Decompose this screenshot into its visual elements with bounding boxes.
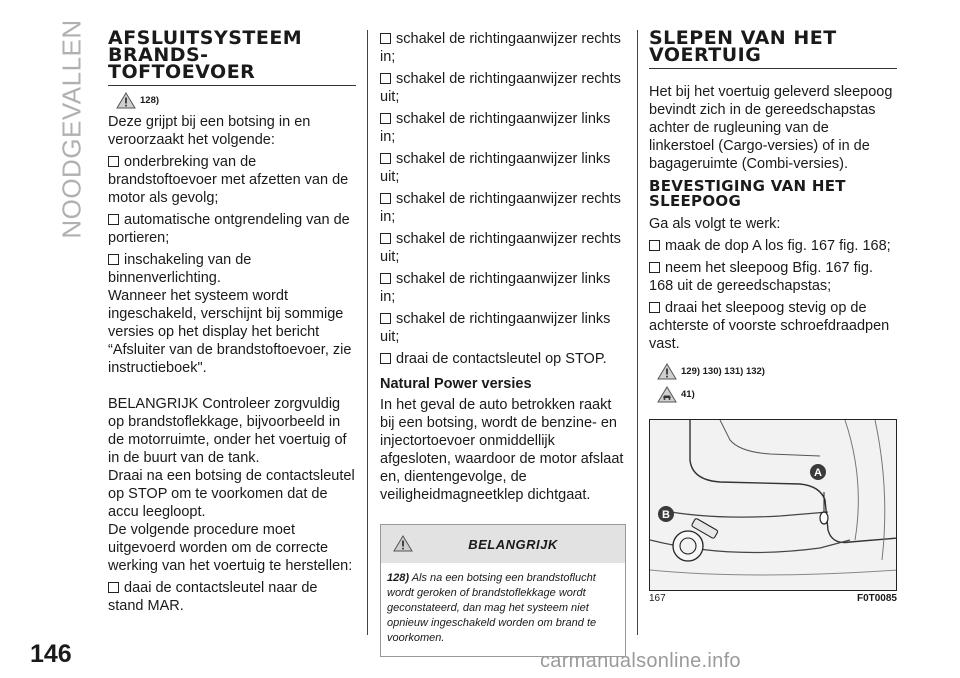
body-paragraph: Het bij het voertuig geleverd sleepoog bevindt zich in de gereedschapstas achter de rugleuning van de linkerstoel (Cargo-versies) of in de bagageruimte (Combi-versies). <box>649 84 893 172</box>
figure-caption <box>649 593 897 604</box>
checkbox-bullet-icon <box>380 233 391 244</box>
warning-note-title: BELANGRIJK <box>468 536 558 552</box>
body-paragraph: In het geval de auto betrokken raakt bij een botsing, wordt de benzine- en injectortoevoer onmiddellijk afgesloten, waardoor de motor afslaat en, dientengevolge, de veiligheidmagneetklep dichtgaat. <box>380 397 624 503</box>
warning-note-box <box>380 524 626 657</box>
figure-tow-hook <box>649 419 897 591</box>
checkbox-bullet-icon <box>108 582 119 593</box>
section-side-tab: NOODGEVALLEN <box>56 19 87 239</box>
figure-number: 167 <box>649 593 666 604</box>
checkbox-bullet-icon <box>649 240 660 251</box>
subsection-title: Natural Power versies <box>380 376 532 392</box>
intro-text: Ga als volgt te werk: <box>649 216 781 232</box>
list-item: onderbreking van de brandstoftoevoer met afzetten van de motor als gevolg; <box>108 154 349 206</box>
warning-note-text: 128) Als na een botsing een brandstoflucht wordt geroken of brandstoflekkage wordt geconstateerd, dan mag het systeem niet opnieuw ingeschakeld worden om brand te voorkomen. <box>387 572 597 644</box>
list-item: automatische ontgrendeling van de portieren; <box>108 212 350 246</box>
warning-triangle-icon <box>393 535 413 552</box>
important-paragraph: BELANGRIJK Controleer zorgvuldig op brandstoflekkage, bijvoorbeeld in de motorruimte, onder het voertuig of in de buurt van de tank. <box>108 396 347 466</box>
list-item: schakel de richtingaanwijzer links in; <box>380 111 611 145</box>
warning-reference: 129) 130) 131) 132) <box>657 363 897 380</box>
checkbox-bullet-icon <box>380 113 391 124</box>
section-title-fuel-cutoff: AFSLUITSYSTEEM BRANDS- TOFTOEVOER <box>108 30 356 86</box>
watermark: carmanualsonline.info <box>540 650 741 672</box>
caution-car-icon <box>657 386 677 403</box>
intro-text: Deze grijpt bij een botsing in en veroorzaakt het volgende: <box>108 114 311 148</box>
checkbox-bullet-icon <box>380 153 391 164</box>
page-number: 146 <box>30 640 72 668</box>
list-item: inschakeling van de binnenverlichting. <box>108 252 252 286</box>
column-divider <box>367 30 368 635</box>
checkbox-bullet-icon <box>380 313 391 324</box>
checkbox-bullet-icon <box>380 273 391 284</box>
tow-hook-illustration <box>650 420 897 591</box>
list-item: schakel de richtingaanwijzer rechts in; <box>380 31 621 65</box>
column-reset-procedure <box>380 30 626 657</box>
checkbox-bullet-icon <box>380 73 391 84</box>
checkbox-bullet-icon <box>649 262 660 273</box>
label-b: B <box>662 509 670 521</box>
warning-reference: 128) <box>116 92 356 109</box>
checkbox-bullet-icon <box>380 353 391 364</box>
warning-note-header <box>381 525 625 563</box>
checkbox-bullet-icon <box>108 254 119 265</box>
list-item: schakel de richtingaanwijzer rechts in; <box>380 191 621 225</box>
checkbox-bullet-icon <box>380 33 391 44</box>
checkbox-bullet-icon <box>380 193 391 204</box>
list-item: schakel de richtingaanwijzer rechts uit; <box>380 231 621 265</box>
checkbox-bullet-icon <box>108 214 119 225</box>
body-paragraph: De volgende procedure moet uitgevoerd worden om de correcte werking van het voertuig te herstellen: <box>108 522 353 574</box>
list-item: draai de contactsleutel op STOP. <box>380 350 626 368</box>
body-paragraph: Draai na een botsing de contactsleutel op STOP om te voorkomen dat de accu leegloopt. <box>108 468 355 520</box>
list-item: draai het sleepoog stevig op de achterste of voorste schroefdraadpen vast. <box>649 300 890 352</box>
caution-reference: 41) <box>657 386 897 403</box>
column-fuel-cutoff <box>108 27 356 615</box>
list-item: schakel de richtingaanwijzer rechts uit; <box>380 71 621 105</box>
warning-triangle-icon <box>116 92 136 109</box>
column-towing <box>649 27 897 407</box>
checkbox-bullet-icon <box>108 156 119 167</box>
checkbox-bullet-icon <box>649 302 660 313</box>
list-item: neem het sleepoog Bfig. 167 fig. 168 uit de gereedschapstas; <box>649 260 873 294</box>
warning-triangle-icon <box>657 363 677 380</box>
list-item: schakel de richtingaanwijzer links in; <box>380 271 611 305</box>
label-a: A <box>814 467 822 479</box>
list-item: maak de dop A los fig. 167 fig. 168; <box>649 237 897 255</box>
figure-code: F0T0085 <box>856 593 897 604</box>
body-paragraph: Wanneer het systeem wordt ingeschakeld, verschijnt bij sommige versies op het display het bericht “Afsluiter van de brandstoftoevoer, zie instructieboek". <box>108 288 352 376</box>
section-title-towing: SLEPEN VAN HET VOERTUIG <box>649 30 897 69</box>
column-divider <box>637 30 638 635</box>
list-item: schakel de richtingaanwijzer links uit; <box>380 311 611 345</box>
subsection-title: BEVESTIGING VAN HET SLEEPOOG <box>649 177 846 210</box>
list-item: schakel de richtingaanwijzer links uit; <box>380 151 611 185</box>
list-item: daai de contactsleutel naar de stand MAR. <box>108 580 318 614</box>
